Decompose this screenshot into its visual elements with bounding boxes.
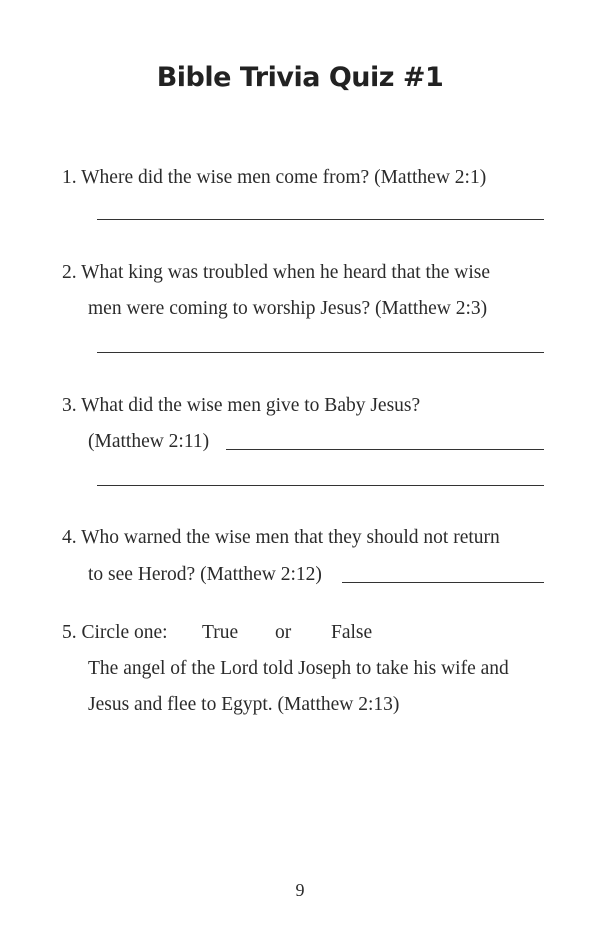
question-4-continued: [88, 563, 322, 587]
question-4: [62, 526, 500, 550]
circle-one-prompt: Circle one:: [81, 622, 168, 643]
question-number: 1.: [62, 167, 77, 188]
question-text: The angel of the Lord told Joseph to take his wife and: [88, 658, 509, 679]
answer-blank-3a[interactable]: [226, 449, 544, 450]
answer-blank-1[interactable]: [97, 219, 544, 220]
question-number: 3.: [62, 395, 77, 416]
question-number: 5.: [62, 622, 77, 643]
question-text: Who warned the wise men that they should not return: [81, 527, 500, 548]
question-5-statement-continued: [88, 693, 399, 717]
question-text: to see Herod? (Matthew 2:12): [88, 564, 322, 585]
question-text: Jesus and flee to Egypt. (Matthew 2:13): [88, 694, 400, 715]
question-2-continued: [88, 297, 487, 321]
question-text: men were coming to worship Jesus? (Matthew 2:3): [88, 298, 488, 319]
answer-blank-4[interactable]: [342, 582, 544, 583]
question-5: [62, 621, 168, 645]
question-number: 4.: [62, 527, 77, 548]
question-number: 2.: [62, 262, 77, 283]
answer-blank-2[interactable]: [97, 352, 544, 353]
question-2: [62, 261, 490, 285]
question-5-statement: [88, 657, 509, 681]
question-3: [62, 394, 420, 418]
question-text: What did the wise men give to Baby Jesus?: [81, 395, 421, 416]
question-text: What king was troubled when he heard that the wise: [81, 262, 490, 283]
question-3-reference: [88, 430, 209, 454]
page-number: 9: [295, 880, 305, 900]
option-or: or: [275, 622, 292, 643]
question-1: [62, 166, 486, 190]
option-false[interactable]: False: [331, 622, 373, 643]
page-title: Bible Trivia Quiz #1: [156, 62, 444, 93]
option-true[interactable]: True: [202, 622, 239, 643]
question-text: Where did the wise men come from? (Matthew 2:1): [81, 167, 487, 188]
answer-blank-3b[interactable]: [97, 485, 544, 486]
question-text: (Matthew 2:11): [88, 431, 210, 452]
